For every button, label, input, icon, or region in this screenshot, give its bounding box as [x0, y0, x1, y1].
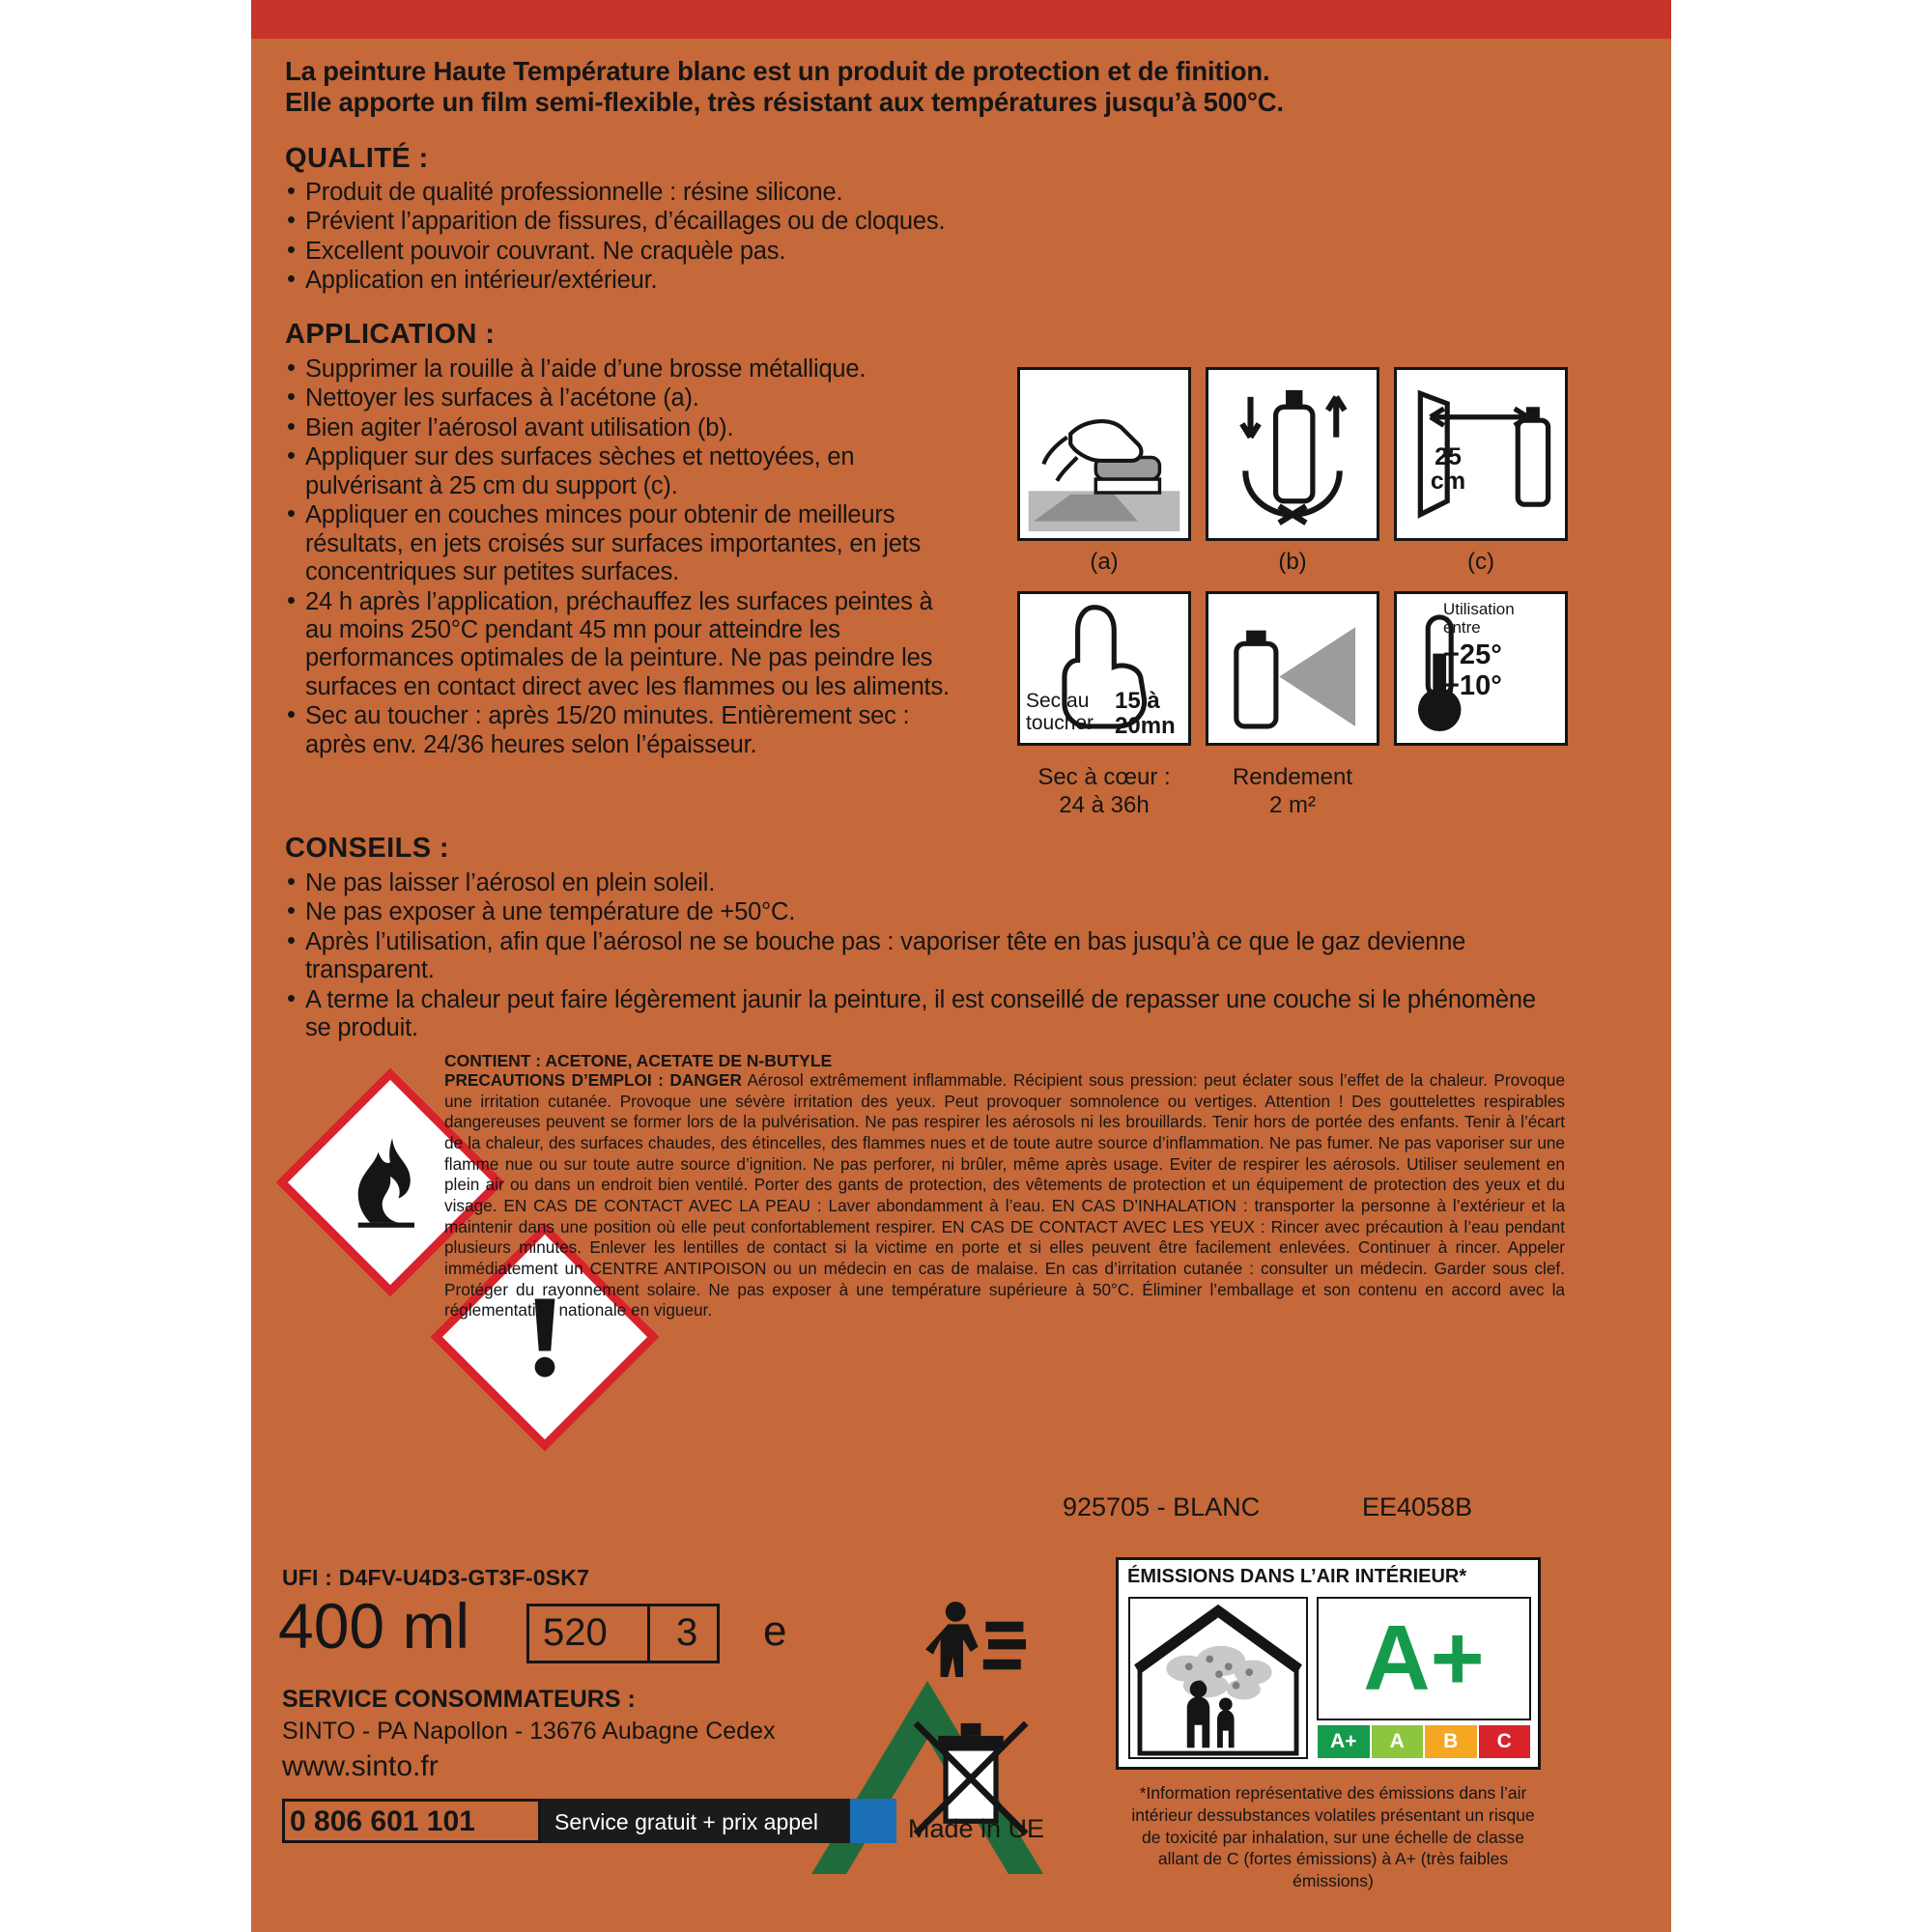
list-item: • 24 h après l’application, préchauffez les surfaces peintes à au moins 250°C pendant 45 mn pour atteindre les performances optimales de la peinture. Ne pas peindre les surfaces en contact direct avec les flammes ou les aliments.: [285, 588, 961, 702]
pictogram-distance: [1394, 367, 1568, 541]
pictogram-brush-clean: [1017, 367, 1191, 541]
batch-code: EE4058B: [1362, 1492, 1473, 1521]
pictogram-c-caption: (c): [1467, 549, 1494, 575]
service-address: SINTO - PA Napollon - 13676 Aubagne Cedex: [282, 1718, 776, 1745]
scale-a: A: [1371, 1724, 1425, 1759]
list-item: • Prévient l’apparition de fissures, d’écaillages ou de cloques.: [285, 208, 1560, 236]
list-item: • Application en intérieur/extérieur.: [285, 267, 1560, 295]
emission-house-icon: [1128, 1597, 1308, 1759]
pictogram-temperature: [1394, 591, 1568, 746]
service-title: SERVICE CONSOMMATEURS :: [282, 1686, 636, 1713]
danger-label: DANGER: [669, 1070, 742, 1090]
scale-c: C: [1478, 1724, 1532, 1759]
e-mark: e: [763, 1607, 787, 1655]
house-icon: [1130, 1599, 1306, 1757]
scale-aplus: A+: [1317, 1724, 1371, 1759]
pictogram-shake-can: [1206, 367, 1379, 541]
list-item: • Sec au toucher : après 15/20 minutes. Entièrement sec : après env. 24/36 heures selon l’épaisseur.: [285, 702, 961, 759]
temp-line-4: +10°: [1443, 669, 1502, 701]
list-item: • Bien agiter l’aérosol avant utilisation (b).: [285, 414, 961, 442]
phone-note: Service gratuit + prix appel: [554, 1809, 818, 1834]
list-item: • Supprimer la rouille à l’aide d’une brosse métallique.: [285, 355, 961, 384]
list-item: • A terme la chaleur peut faire légèrement jaunir la peinture, il est conseillé de repasser une couche si le phénomène se produit.: [285, 986, 1560, 1043]
pictogram-yield-caption: [1201, 763, 1384, 820]
list-item: • Excellent pouvoir couvrant. Ne craquèle pas.: [285, 238, 1560, 266]
list-item: • Produit de qualité professionnelle : résine silicone.: [285, 179, 1560, 207]
temp-line-3: +25°: [1443, 639, 1502, 670]
advice-list: [285, 869, 1560, 1044]
pictogram-b-caption: (b): [1278, 549, 1307, 575]
contient-line: CONTIENT : ACETONE, ACETATE DE N-BUTYLE: [444, 1051, 833, 1070]
emission-title: ÉMISSIONS DANS L’AIR INTÉRIEUR*: [1127, 1566, 1467, 1587]
intro-line-1: La peinture Haute Température blanc est un produit de protection et de finition.: [285, 56, 1270, 86]
phone-note-banner: [541, 1799, 850, 1843]
list-item: • Appliquer sur des surfaces sèches et nettoyées, en pulvérisant à 25 cm du support (c).: [285, 443, 961, 500]
pictogram-yield: [1206, 591, 1379, 746]
list-item: • Ne pas laisser l’aérosol en plein soleil.: [285, 869, 1560, 897]
hazard-body: Aérosol extrêmement inflammable. Récipient sous pression: peut éclater sous l’effet de la chaleur. Provoque une irritation cutanée. Provoque une sévère irritation des yeux. Peut provoquer somnolence ou vertiges. Attention ! Des gouttelettes respirables dangereuses peuvent se former lors de la pulvérisation. Ne pas respirer les aérosols ni les brouillards. Tenir hors de portée des enfants. Tenir à l’écart de la chaleur, des surfaces chaudes, des étincelles, des flammes nues et de toute autre source d’inflammation. Ne pas fumer. Ne pas vaporiser sur une flamme nue ou sur toute autre source d’ignition. Ne pas perforer, ni brûler, même après usage. Eviter de respirer les aérosols. Utiliser seulement en plein air ou dans un endroit bien ventilé. Porter des gants de protection, des vêtements de protection et un équipement de protection des yeux et du visage. EN CAS DE CONTACT AVEC LA PEAU : Laver abondamment à l’eau. EN CAS D’INHALATION : transporter la personne à l’extérieur et la maintenir dans une position où elle peut confortablement respirer. EN CAS DE CONTACT AVEC LES YEUX : Rincer avec précaution à l’eau pendant plusieurs minutes. Enlever les lentilles de contact si la victime en porte et si elles peuvent être facilement enlevées. Continuer à rincer. Appeler immédiatement un CENTRE ANTIPOISON ou un médecin en cas de malaise. En cas d’irritation cutanée : consulter un médecin. Garder sous clef. Protéger du rayonnement solaire. Ne pas exposer à une température supérieure à 50°C. Éliminer l’emballage et son contenu en accord avec la réglementation nationale en vigueur.: [444, 1070, 1566, 1321]
precautions-label: PRECAUTIONS D’EMPLOI :: [444, 1070, 664, 1090]
quality-heading: QUALITÉ :: [285, 143, 429, 174]
temp-line-1: Utilisation: [1443, 600, 1515, 618]
touch-dry-left-2: toucher: [1026, 711, 1094, 734]
distance-value: 25: [1435, 443, 1462, 470]
emission-scale: [1317, 1724, 1531, 1759]
shake-can-icon: [1208, 370, 1377, 538]
pictogram-core-dry-caption: [1008, 763, 1201, 820]
emission-note: *Information représentative des émissions dans l’air intérieur dessubstances volatiles présentant un risque de toxicité par inhalation, sur une échelle de classe allant de C (fortes émissions) à A+ (très faibles émissions): [1131, 1783, 1535, 1890]
emission-grade: A+: [1317, 1597, 1531, 1720]
emission-label: [1116, 1557, 1541, 1770]
temp-line-2: entre: [1443, 618, 1481, 638]
brush-icon: [1020, 370, 1188, 538]
touch-dry-left-1: Sec au: [1026, 690, 1090, 712]
left-margin: [0, 0, 251, 1932]
spray-icon: [1208, 594, 1377, 743]
flame-icon: [340, 1132, 440, 1233]
pictogram-a-caption: (a): [1090, 549, 1119, 575]
advice-heading: CONSEILS :: [285, 833, 449, 864]
touch-dry-right-2: 20mn: [1115, 712, 1176, 739]
list-item: • Ne pas exposer à une température de +50°C.: [285, 898, 1560, 926]
scale-b: B: [1424, 1724, 1478, 1759]
website-link[interactable]: www.sinto.fr: [282, 1750, 439, 1782]
pictogram-touch-dry: [1017, 591, 1191, 746]
touch-dry-right-1: 15 à: [1115, 688, 1160, 714]
ufi-code: UFI : D4FV-U4D3-GT3F-0SK7: [282, 1565, 590, 1590]
top-red-bar: [251, 0, 1671, 39]
core-dry-line-2: 24 à 36h: [1059, 792, 1150, 819]
list-item: • Nettoyer les surfaces à l’acétone (a).: [285, 384, 961, 412]
made-in-text: Made in UE: [908, 1814, 1045, 1843]
list-item: • Après l’utilisation, afin que l’aérosol ne se bouche pas : vaporiser tête en bas jusqu’à ce que le gaz devienne transparent.: [285, 928, 1560, 985]
volume-text: 400 ml: [278, 1590, 470, 1662]
capacity-3: 3: [676, 1611, 698, 1654]
distance-unit: cm: [1430, 468, 1466, 495]
phone-banner-accent: [850, 1799, 896, 1843]
intro-text: [285, 56, 1570, 119]
core-dry-line-1: Sec à cœur :: [1037, 764, 1171, 790]
yield-line-1: Rendement: [1232, 764, 1353, 790]
yield-line-2: 2 m²: [1269, 792, 1316, 819]
capacity-520: 520: [543, 1611, 608, 1654]
quality-list: [285, 179, 1560, 297]
right-margin: [1671, 0, 1932, 1932]
list-item: • Appliquer en couches minces pour obtenir de meilleurs résultats, en jets croisés sur surfaces importantes, en jets concentriques sur petites surfaces.: [285, 501, 961, 586]
application-list: [285, 355, 961, 760]
hazard-legal-text: [444, 1070, 1565, 1321]
application-heading: APPLICATION :: [285, 319, 496, 350]
product-code: 925705 - BLANC: [1063, 1492, 1261, 1521]
intro-line-2: Elle apporte un film semi-flexible, très résistant aux températures jusqu’à 500°C.: [285, 87, 1284, 118]
phone-number[interactable]: 0 806 601 101: [290, 1805, 475, 1837]
